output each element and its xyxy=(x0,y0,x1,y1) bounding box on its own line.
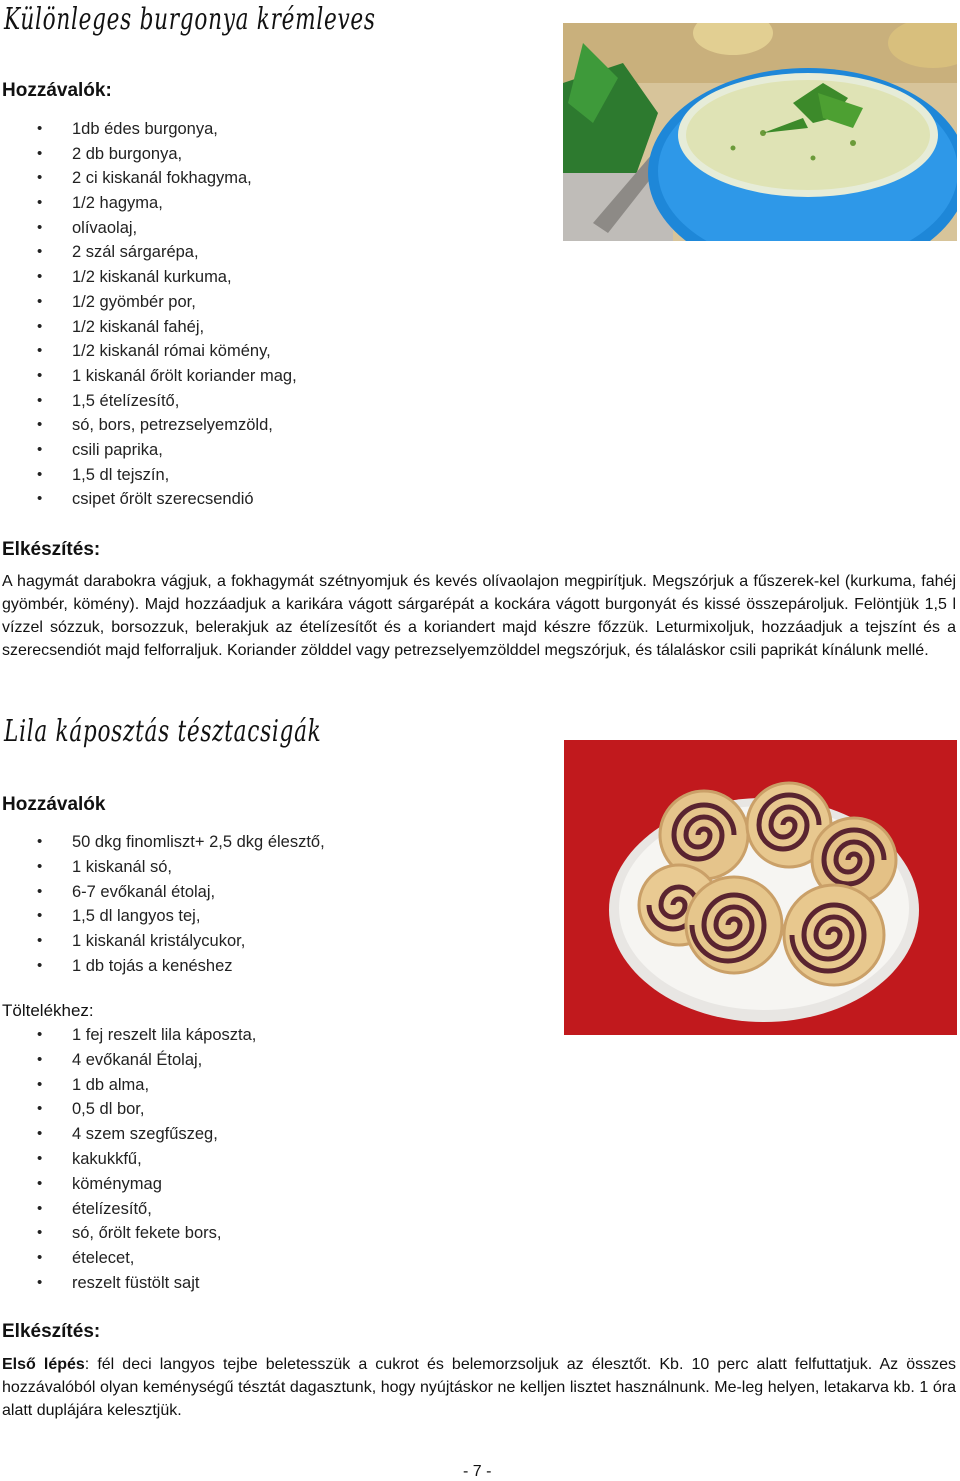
recipe2-title: Lila káposztás tésztacsigák xyxy=(4,714,322,749)
list-item: • 2 szál sárgarépa, xyxy=(0,240,540,265)
recipe1-ingredient-list xyxy=(0,117,540,512)
list-item: • só, őrölt fekete bors, xyxy=(0,1221,540,1246)
list-item: • 1/2 hagyma, xyxy=(0,191,540,216)
list-item: • 1db édes burgonya, xyxy=(0,117,540,142)
recipe2-method xyxy=(2,1353,956,1422)
recipe2-method-heading: Elkészítés: xyxy=(2,1321,101,1342)
list-item: • 1 kiskanál kristálycukor, xyxy=(0,929,540,954)
list-item: • ételízesítő, xyxy=(0,1197,540,1222)
recipe2-filling-heading: Töltelékhez: xyxy=(2,1001,94,1020)
list-item: • 1 kiskanál só, xyxy=(0,855,540,880)
recipe2-filling-list xyxy=(0,1023,540,1296)
soup-photo xyxy=(563,23,957,241)
list-item: • 1 db alma, xyxy=(0,1073,540,1098)
recipe1-method: A hagymát darabokra vágjuk, a fokhagymát szétnyomjuk és kevés olívaolajon megpirítjuk. Megszórjuk a fűszerek-kel (kurkuma, fahéj gyömbér, kömény). Majd hozzáadjuk a karikára vágott sárgarépát a kockára vágott burgonyát és kissé összepároljuk. Felöntjük 1,5 l vízzel sózzuk, borsozzuk, belerakjuk az ételízesítőt és a koriandert majd készre főzzük. Leturmixoljuk, hozzáadjuk a tejszínt és a szerecsendiót majd felforraljuk. Koriander zölddel vagy petrezselyemzölddel megszórjuk, és tálaláskor csili paprikát kínálunk mellé. xyxy=(2,573,956,659)
list-item: • 1,5 dl tejszín, xyxy=(0,463,540,488)
list-item: • 1,5 dl langyos tej, xyxy=(0,904,540,929)
list-item: • 1 fej reszelt lila káposzta, xyxy=(0,1023,540,1048)
list-item: • csipet őrölt szerecsendió xyxy=(0,487,540,512)
page-number: - 7 - xyxy=(463,1463,492,1480)
recipe1-title: Különleges burgonya krémleves xyxy=(4,2,376,37)
recipe2-ingredient-list xyxy=(0,830,540,979)
list-item: • 2 ci kiskanál fokhagyma, xyxy=(0,166,540,191)
list-item: • 1/2 kiskanál fahéj, xyxy=(0,315,540,340)
list-item: • só, bors, petrezselyemzöld, xyxy=(0,413,540,438)
list-item: • ételecet, xyxy=(0,1246,540,1271)
list-item: • reszelt füstölt sajt xyxy=(0,1271,540,1296)
list-item: • 1/2 kiskanál kurkuma, xyxy=(0,265,540,290)
recipe1-method-heading: Elkészítés: xyxy=(2,539,101,560)
method-text: : fél deci langyos tejbe beletesszük a cukrot és belemorzsoljuk az élesztőt. Kb. 10 perc alatt felfuttatjuk. Az összes hozzávalóból olyan keménységű tésztát dagasztunk, hogy nyújtáskor ne kelljen lisztet használnunk. Me-leg helyen, letakarva kb. 1 óra alatt duplájára kelesztjük. xyxy=(2,1356,957,1419)
list-item: • 6-7 evőkanál étolaj, xyxy=(0,880,540,905)
list-item: • köménymag xyxy=(0,1172,540,1197)
list-item: • kakukkfű, xyxy=(0,1147,540,1172)
list-item: • 1/2 gyömbér por, xyxy=(0,290,540,315)
recipe1-ingredients-heading: Hozzávalók: xyxy=(2,80,112,101)
list-item: • 1/2 kiskanál római kömény, xyxy=(0,339,540,364)
list-item: • 1 db tojás a kenéshez xyxy=(0,954,540,979)
list-item: • 0,5 dl bor, xyxy=(0,1097,540,1122)
list-item: • 4 evőkanál Étolaj, xyxy=(0,1048,540,1073)
recipe2-ingredients-heading: Hozzávalók xyxy=(2,794,106,815)
list-item: • 1 kiskanál őrölt koriander mag, xyxy=(0,364,540,389)
list-item: • csili paprika, xyxy=(0,438,540,463)
list-item: • 2 db burgonya, xyxy=(0,142,540,167)
list-item: • olívaolaj, xyxy=(0,216,540,241)
list-item: • 1,5 ételízesítő, xyxy=(0,389,540,414)
list-item: • 50 dkg finomliszt+ 2,5 dkg élesztő, xyxy=(0,830,540,855)
list-item: • 4 szem szegfűszeg, xyxy=(0,1122,540,1147)
method-lead: Első lépés xyxy=(2,1356,85,1373)
pastry-rolls-photo xyxy=(564,740,957,1035)
